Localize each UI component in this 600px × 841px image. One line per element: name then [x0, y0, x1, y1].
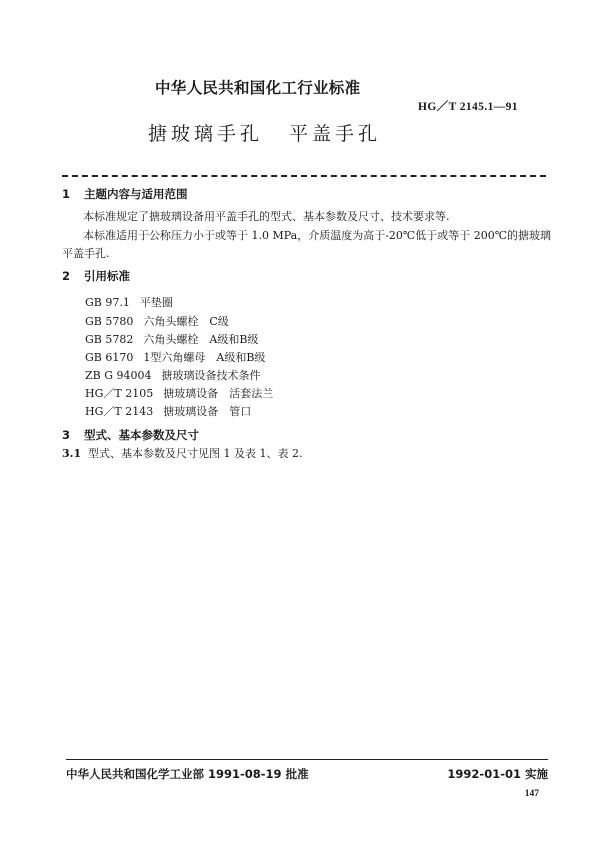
title-part-2: 平盖手孔: [289, 123, 382, 145]
reference-item: [85, 385, 273, 401]
section-number: 2: [62, 269, 71, 283]
reference-title: 六角头螺栓 C级: [143, 315, 229, 328]
subsection-number: 3.1: [62, 447, 82, 460]
section-number: 3: [62, 428, 71, 442]
reference-item: [85, 331, 258, 347]
reference-code: GB 6170: [85, 351, 134, 364]
paragraph: 本标准规定了搪玻璃设备用平盖手孔的型式、基本参数及尺寸、技术要求等.: [83, 210, 450, 223]
standard-code: HG／T 2145.1—91: [418, 101, 518, 113]
reference-title: 平垫圈: [139, 296, 173, 309]
approval-statement: 中华人民共和国化学工业部 1991-08-19 批准: [66, 767, 309, 781]
reference-item: [85, 294, 173, 310]
paragraph-continuation: 平盖手孔.: [62, 247, 110, 260]
section-2-heading: [62, 268, 130, 284]
reference-title: 搪玻璃设备 活套法兰: [163, 387, 274, 400]
section-title: 引用标准: [84, 269, 130, 283]
title-part-1: 搪玻璃手孔: [148, 123, 264, 145]
reference-code: ZB G 94004: [85, 369, 152, 382]
footer-divider: [66, 759, 548, 760]
reference-title: 六角头螺栓 A级和B级: [143, 333, 259, 346]
issuing-organization: 中华人民共和国化工行业标准: [155, 79, 361, 97]
section-1-heading: [62, 186, 188, 202]
section-title: 型式、基本参数及尺寸: [84, 428, 199, 442]
subsection-text: 型式、基本参数及尺寸见图 1 及表 1、表 2.: [88, 447, 303, 460]
reference-item: [85, 367, 261, 383]
subsection-3-1: [62, 445, 302, 461]
reference-code: HG／T 2143: [85, 405, 154, 418]
reference-item: [85, 403, 251, 419]
reference-title: 搪玻璃设备技术条件: [161, 369, 261, 382]
paragraph: 本标准适用于公称压力小于或等于 1.0 MPa，介质温度为高于-20℃低于或等于 200℃的搪玻璃: [83, 229, 552, 242]
header-divider: [62, 175, 546, 177]
reference-item: [85, 313, 229, 329]
reference-code: HG／T 2105: [85, 387, 154, 400]
page-number: 147: [524, 789, 539, 799]
section-title: 主题内容与适用范围: [84, 187, 188, 201]
reference-title: 搪玻璃设备 管口: [163, 405, 252, 418]
reference-item: [85, 349, 265, 365]
section-3-heading: [62, 427, 199, 443]
reference-code: GB 5782: [85, 333, 134, 346]
section-number: 1: [62, 187, 71, 201]
reference-code: GB 97.1: [85, 296, 130, 309]
reference-code: GB 5780: [85, 315, 134, 328]
effective-date: 1992-01-01 实施: [447, 767, 548, 781]
reference-title: 1型六角螺母 A级和B级: [143, 351, 266, 364]
document-title: [148, 119, 381, 146]
